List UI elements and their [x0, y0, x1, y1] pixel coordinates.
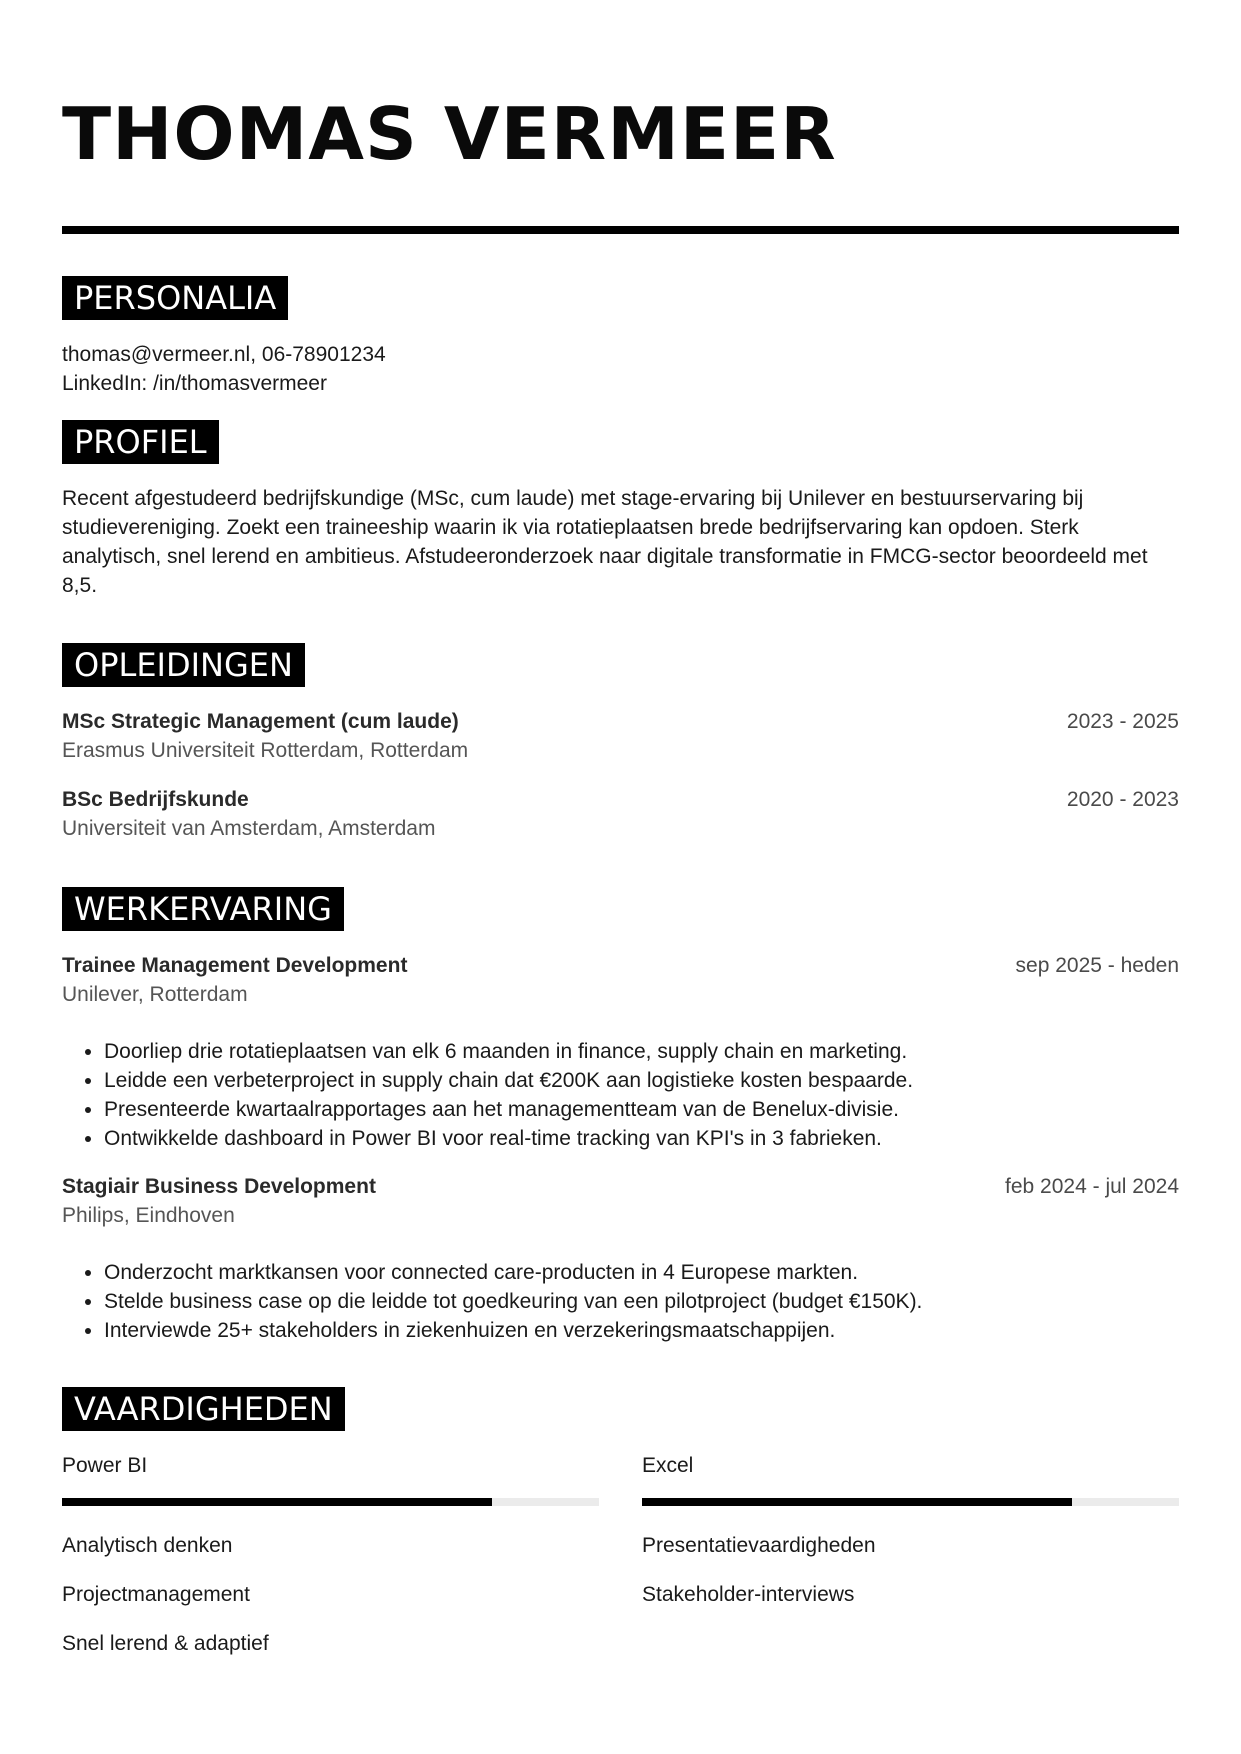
rated-skill	[642, 1451, 1179, 1506]
work-entry	[62, 951, 1179, 1153]
job-bullet: • Leidde een verbeterproject in supply chain dat €200K aan logistieke kosten bespaarde.	[104, 1066, 1179, 1095]
section-title-personalia: PERSONALIA	[62, 276, 288, 320]
contact-line: thomas@vermeer.nl, 06-78901234	[62, 343, 386, 366]
job-date: feb 2024 - jul 2024	[1005, 1175, 1179, 1198]
job-bullet: • Doorliep drie rotatieplaatsen van elk 6 maanden in finance, supply chain en marketing.	[104, 1037, 1179, 1066]
job-company: Philips, Eindhoven	[62, 1204, 235, 1227]
header-rule	[62, 226, 1179, 234]
job-title: Trainee Management Development	[62, 954, 408, 977]
section-title-vaardigheden: VAARDIGHEDEN	[62, 1387, 345, 1431]
candidate-name: THOMAS VERMEER	[62, 92, 837, 176]
rated-skill	[62, 1451, 599, 1506]
education-institution: Universiteit van Amsterdam, Amsterdam	[62, 817, 436, 840]
skill-item: Stakeholder-interviews	[642, 1583, 855, 1606]
job-bullets	[62, 1037, 1179, 1153]
rated-skill-label: Excel	[642, 1454, 694, 1477]
education-institution: Erasmus Universiteit Rotterdam, Rotterdam	[62, 739, 469, 762]
job-date: sep 2025 - heden	[1015, 954, 1179, 977]
rated-skill-label: Power BI	[62, 1454, 148, 1477]
job-bullet: • Onderzocht marktkansen voor connected care-producten in 4 Europese markten.	[104, 1258, 1179, 1287]
skill-item: Analytisch denken	[62, 1534, 233, 1557]
work-entry	[62, 1172, 1179, 1345]
job-bullets	[62, 1258, 1179, 1345]
linkedin-line: LinkedIn: /in/thomasvermeer	[62, 372, 327, 395]
job-bullet: • Ontwikkelde dashboard in Power BI voor real-time tracking van KPI's in 3 fabrieken.	[104, 1124, 1179, 1153]
section-title-profiel: PROFIEL	[62, 420, 219, 464]
skill-level-bar	[642, 1498, 1179, 1506]
education-title: MSc Strategic Management (cum laude)	[62, 710, 459, 733]
job-bullet: • Interviewde 25+ stakeholders in ziekenhuizen en verzekeringsmaatschappijen.	[104, 1316, 1179, 1345]
skill-level-bar	[62, 1498, 599, 1506]
job-bullet: • Presenteerde kwartaalrapportages aan het managementteam van de Benelux-divisie.	[104, 1095, 1179, 1124]
section-title-werkervaring: WERKERVARING	[62, 887, 344, 931]
skill-level-fill	[642, 1498, 1072, 1506]
education-entry	[62, 707, 1179, 765]
skill-item: Presentatievaardigheden	[642, 1534, 876, 1557]
job-bullet: • Stelde business case op die leidde tot goedkeuring van een pilotproject (budget €150K).	[104, 1287, 1179, 1316]
education-date: 2020 - 2023	[1066, 788, 1179, 811]
education-date: 2023 - 2025	[1066, 710, 1179, 733]
skill-item: Projectmanagement	[62, 1583, 250, 1606]
job-company: Unilever, Rotterdam	[62, 983, 248, 1006]
education-title: BSc Bedrijfskunde	[62, 788, 249, 811]
profile-text: Recent afgestudeerd bedrijfskundige (MSc, cum laude) met stage-ervaring bij Unilever en bestuurservaring bij studievereniging. Zoekt een traineeship waarin ik via rotatieplaatsen brede bedrijfservaring kan opdoen. Sterk analytisch, snel lerend en ambitieus. Afstudeeronderzoek naar digitale transformatie in FMCG-sector beoordeeld met 8,5.	[62, 487, 1148, 597]
education-entry	[62, 785, 1179, 843]
skill-level-fill	[62, 1498, 492, 1506]
skill-item: Snel lerend & adaptief	[62, 1632, 269, 1655]
personalia-block	[62, 340, 1179, 398]
section-title-opleidingen: OPLEIDINGEN	[62, 643, 305, 687]
job-title: Stagiair Business Development	[62, 1175, 376, 1198]
